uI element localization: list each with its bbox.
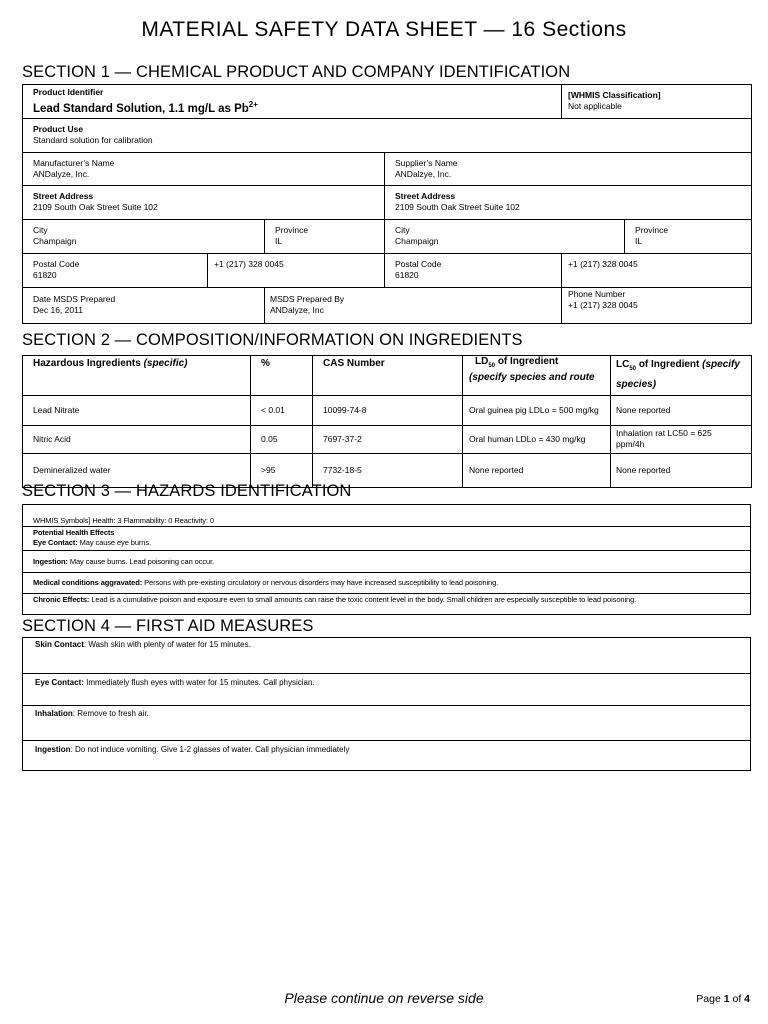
supplier-phone-cell <box>562 254 752 288</box>
street-label: Street Address <box>33 191 94 201</box>
ingredient-percent: >95 <box>251 454 313 488</box>
section-3-heading: SECTION 3 — HAZARDS IDENTIFICATION <box>22 482 352 500</box>
table-row <box>23 426 752 454</box>
ingredient-cas: 7697-37-2 <box>313 426 463 454</box>
phone-number-value: +1 (217) 328 0045 <box>568 300 638 310</box>
phone-number-cell <box>562 288 752 324</box>
col-hazardous-ingredients: Hazardous Ingredients (specific) <box>23 356 251 396</box>
prepared-by-value: ANDalyze, Inc <box>270 305 324 315</box>
city-value: Champaign <box>395 236 439 246</box>
supplier-cell <box>385 153 752 186</box>
phone-value: +1 (217) 328 0045 <box>214 259 284 269</box>
col-ld50: $LD_{50}$ of Ingredient (specify species and route <box>463 356 611 396</box>
col-cas-number: CAS Number <box>313 356 463 396</box>
ingredient-lc50: None reported <box>611 396 752 426</box>
continue-note: Please continue on reverse side <box>284 990 484 1006</box>
first-aid-inhalation: Inhalation: Remove to fresh air. <box>23 706 751 741</box>
street-value: 2109 South Oak Street Suite 102 <box>395 202 520 212</box>
page-number: Page 1 of 4 <box>696 993 750 1005</box>
supplier-label: Supplier’s Name <box>395 158 458 168</box>
supplier-city-cell <box>385 220 625 254</box>
whmis-cell <box>562 85 752 119</box>
table-row <box>23 396 752 426</box>
manufacturer-city-cell <box>23 220 265 254</box>
supplier-value: ANDalzye, Inc. <box>395 169 452 179</box>
postal-label: Postal Code <box>395 259 442 269</box>
ingredient-name: Lead Nitrate <box>23 396 251 426</box>
city-label: City <box>33 225 48 235</box>
ingredient-name: Demineralized water <box>23 454 251 488</box>
product-use-cell <box>23 119 752 153</box>
ingredient-lc50: None reported <box>611 454 752 488</box>
prepared-by-label: MSDS Prepared By <box>270 294 345 304</box>
province-value: IL <box>275 236 283 246</box>
ingredient-ld50: None reported <box>463 454 611 488</box>
product-use-label: Product Use <box>33 124 84 134</box>
manufacturer-value: ANDalyze, Inc. <box>33 169 90 179</box>
ingredient-percent: < 0.01 <box>251 396 313 426</box>
ingredient-ld50: Oral human LDLo = 430 mg/kg <box>463 426 611 454</box>
postal-value: 61820 <box>395 270 419 280</box>
chronic-effects: Chronic Effects: Lead is a cumulative poison and exposure even to small amounts can raise the toxic content level in the body. Small children are especially susceptible to lead poisoning. <box>23 594 751 615</box>
date-prepared-label: Date MSDS Prepared <box>33 294 116 304</box>
section-2-heading: SECTION 2 — COMPOSITION/INFORMATION ON INGREDIENTS <box>22 331 523 349</box>
ingredient-percent: 0.05 <box>251 426 313 454</box>
first-aid-ingestion: Ingestion: Do not induce vomiting. Give 1-2 glasses of water. Call physician immediately <box>23 741 751 771</box>
product-identifier-cell <box>23 85 562 119</box>
product-identifier-label: Product Identifier <box>33 87 104 97</box>
ingredient-cas: 10099-74-8 <box>313 396 463 426</box>
manufacturer-cell <box>23 153 385 186</box>
first-aid-table <box>22 637 751 771</box>
whmis-symbols: WHMIS Symbols] Health: 3 Flammability: 0 Reactivity: 0 <box>23 505 751 527</box>
col-percent: % <box>251 356 313 396</box>
province-label: Province <box>275 225 309 235</box>
street-value: 2109 South Oak Street Suite 102 <box>33 202 158 212</box>
manufacturer-postal-cell <box>23 254 208 288</box>
manufacturer-label: Manufacturer’s Name <box>33 158 115 168</box>
section-1-table <box>22 84 752 324</box>
prepared-by-cell <box>265 288 562 324</box>
ingredient-cas: 7732-18-5 <box>313 454 463 488</box>
first-aid-eye: Eye Contact: Immediately flush eyes with water for 15 minutes. Call physician. <box>23 674 751 706</box>
postal-value: 61820 <box>33 270 57 280</box>
phone-number-label: Phone Number <box>568 289 626 299</box>
product-use-value: Standard solution for calibration <box>33 135 153 145</box>
first-aid-skin: Skin Contact: Wash skin with plenty of water for 15 minutes. <box>23 638 751 674</box>
potential-health-effects <box>23 527 751 551</box>
ingredient-lc50: Inhalation rat LC50 = 625 ppm/4h <box>611 426 752 454</box>
section-1-heading: SECTION 1 — CHEMICAL PRODUCT AND COMPANY IDENTIFICATION <box>22 63 571 81</box>
medical-conditions: Medical conditions aggravated: Persons with pre-existing circulatory or nervous disorders may have increased susceptibility to lead poisoning. <box>23 573 751 594</box>
product-name: Lead Standard Solution, 1.1 mg/L as $Pb^{2+}$ <box>33 100 258 115</box>
eye-contact-hazard: Eye Contact: May cause eye burns. <box>33 537 152 547</box>
col-lc50: $LC_{50}$ of Ingredient (specify species) <box>611 356 752 396</box>
supplier-street-cell <box>385 186 752 220</box>
date-prepared-cell <box>23 288 265 324</box>
phone-value: +1 (217) 328 0045 <box>568 259 638 269</box>
hazards-table <box>22 504 751 615</box>
supplier-postal-cell <box>385 254 562 288</box>
province-value: IL <box>635 236 643 246</box>
street-label: Street Address <box>395 191 456 201</box>
date-prepared-value: Dec 16, 2011 <box>33 305 83 315</box>
postal-label: Postal Code <box>33 259 80 269</box>
province-label: Province <box>635 225 669 235</box>
ingestion-hazard: Ingestion: May cause burns. Lead poisoning can occur. <box>23 551 751 573</box>
ingredient-name: Nitric Acid <box>23 426 251 454</box>
ingredients-table <box>22 355 752 488</box>
whmis-value: Not applicable <box>568 101 622 111</box>
document-title: MATERIAL SAFETY DATA SHEET — 16 Sections <box>141 18 627 41</box>
city-value: Champaign <box>33 236 77 246</box>
manufacturer-province-cell <box>265 220 385 254</box>
section-4-heading: SECTION 4 — FIRST AID MEASURES <box>22 617 314 635</box>
manufacturer-street-cell <box>23 186 385 220</box>
supplier-province-cell <box>625 220 752 254</box>
city-label: City <box>395 225 410 235</box>
whmis-label: [WHMIS Classification] <box>568 90 661 100</box>
manufacturer-phone-cell <box>208 254 385 288</box>
ingredient-ld50: Oral guinea pig LDLo = 500 mg/kg <box>463 396 611 426</box>
phe-label: Potential Health Effects <box>33 528 115 537</box>
